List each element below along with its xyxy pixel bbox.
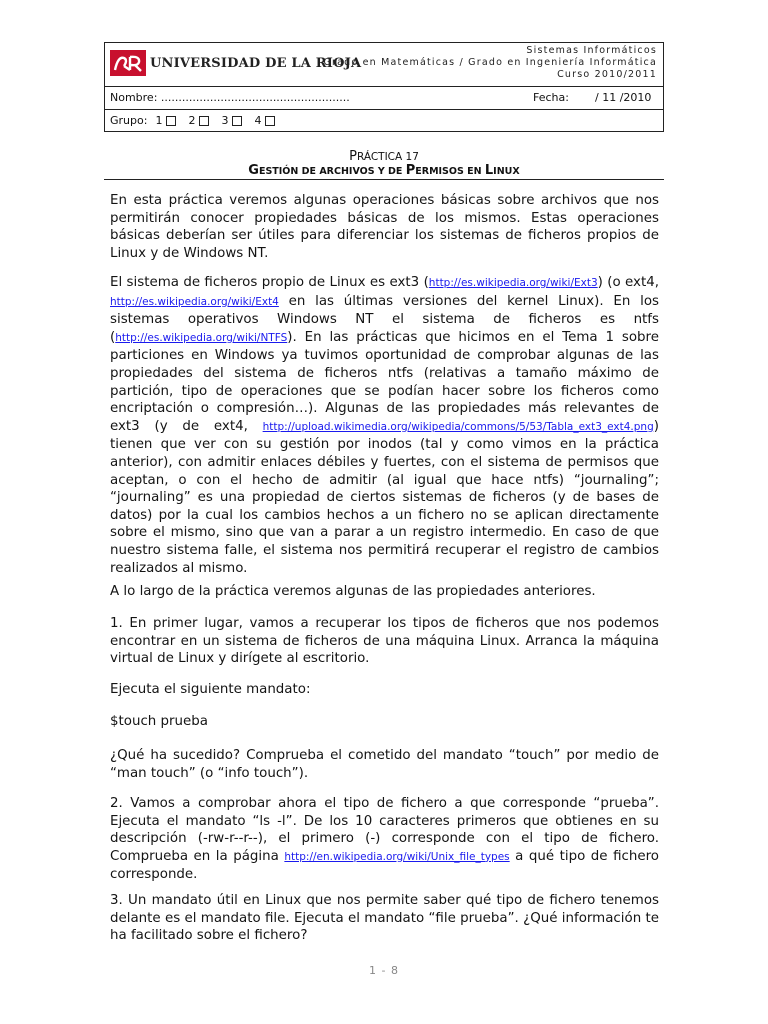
grupo-label: Grupo: [110,114,148,127]
practice-title: GESTIÓN DE ARCHIVOS Y DE PERMISOS EN LINUX [248,163,520,178]
grupo-option-2-label: 2 [188,114,196,127]
step-1: 1. En primer lugar, vamos a recuperar los tipos de ficheros que nos podemos encontrar en un sistema de ficheros de una máquina Linux. Arranca la máquina virtual de Linux y dirígete al escritorio. [110,616,659,667]
fecha-label: Fecha: [533,91,569,104]
title-divider [104,179,664,180]
course-year: Curso 2010/2011 [557,69,657,80]
link-ext4[interactable]: http://es.wikipedia.org/wiki/Ext4 [110,295,279,308]
grupo-option-3-label: 3 [221,114,229,127]
step-2: 2. Vamos a comprobar ahora el tipo de fichero a que corresponde “prueba”. Ejecuta el mandato “ls -l”. De los 10 caracteres primeros que obtienes en su descripción (-rw-r--r--), el primero (-) corresponde con el tipo de fichero. Comprueba en la página http://en.wikipedia.org/wiki/Unix_file_types a qué tipo de fichero corresponde. [110,796,659,883]
paragraph-filesystems: El sistema de ficheros propio de Linux es ext3 (http://es.wikipedia.org/wiki/Ext3) (o ext4, http://es.wikipedia.org/wiki/Ext4 en las últimas versiones del kernel Linux). En los sistemas operativos Windows NT el sistema de ficheros es ntfs (http://es.wikipedia.org/wiki/NTFS). En las prácticas que hicimos en el Tema 1 sobre particiones en Windows ya tuvimos oportunidad de comprobar algunas de las propiedades del sistema de ficheros ntfs (relativas a tamaño máximo de partición, tipo de operaciones que se podían hacer sobre los ficheros como encriptación o compresión…). Algunas de las propiedades más relevantes de ext3 (y de ext4, http://upload.wikimedia.org/wikipedia/commons/5/53/Tabla_ext3_ext4.png) tienen que ver con su gestión por inodos (tal y como vimos en la práctica anterior), con admitir enlaces débiles y fuertes, con el sistema de permisos que aceptan, o con el hecho de admitir (al igual que hace ntfs) “journaling”; “journaling” es una propiedad de ciertos sistemas de ficheros (y de bases de datos) por la cual los cambios hechos a un fichero no se aplican directamente sobre el mismo, sino que van a parar a un registro intermedio. En caso de que nuestro sistema falle, el sistema nos permitirá recuperar el registro de cambios realizados al mismo. [110,275,659,576]
header-group-row [105,109,663,131]
degree-name: Grado en Matemáticas / Grado en Ingeniería Informática [323,57,657,68]
paragraph-intro: En esta práctica veremos algunas operaciones básicas sobre archivos que nos permitirán conocer propiedades básicas de los mismos. Estas operaciones básicas deberían ser útiles para diferenciar los sistemas de ficheros propios de Linux y de Windows NT. [110,193,659,261]
link-ntfs[interactable]: http://es.wikipedia.org/wiki/NTFS [115,331,288,344]
question-touch: ¿Qué ha sucedido? Comprueba el cometido del mandato “touch” por medio de “man touch” (o “info touch”). [110,748,659,781]
dept-name: Sistemas Informáticos [526,45,657,56]
grupo-option-3-checkbox[interactable] [232,116,242,126]
header-box [104,42,664,132]
university-name: UNIVERSIDAD DE LA RIOJA [150,55,362,71]
nombre-field[interactable] [110,91,350,104]
link-ext-table[interactable]: http://upload.wikimedia.org/wikipedia/commons/5/53/Tabla_ext3_ext4.png [262,420,654,433]
practice-number: PRÁCTICA 17 [349,149,419,164]
header-name-row [105,86,663,110]
link-unix-file-types[interactable]: http://en.wikipedia.org/wiki/Unix_file_types [284,850,510,863]
grupo-option-1-label: 1 [155,114,163,127]
nombre-dots: ...................................................... [160,91,350,104]
grupo-option-4-checkbox[interactable] [265,116,275,126]
course-info [323,45,657,81]
header-top-row [105,43,663,87]
grupo-option-2-checkbox[interactable] [199,116,209,126]
command-intro: Ejecuta el siguiente mandato: [110,682,311,697]
nombre-label: Nombre: [110,91,158,104]
paragraph-overview: A lo largo de la práctica veremos algunas de las propiedades anteriores. [110,584,596,599]
university-logo-icon [110,50,146,76]
link-ext3[interactable]: http://es.wikipedia.org/wiki/Ext3 [428,277,598,289]
grupo-field [110,114,287,127]
step-3: 3. Un mandato útil en Linux que nos permite saber qué tipo de fichero tenemos delante es el mandato file. Ejecuta el mandato “file prueba”. ¿Qué información te ha facilitado sobre el fichero? [110,893,659,944]
grupo-option-1-checkbox[interactable] [166,116,176,126]
page-number: 1 - 8 [369,964,399,977]
command-touch: $touch prueba [110,714,208,729]
fecha-value[interactable]: / 11 /2010 [595,91,652,104]
grupo-option-4-label: 4 [254,114,262,127]
